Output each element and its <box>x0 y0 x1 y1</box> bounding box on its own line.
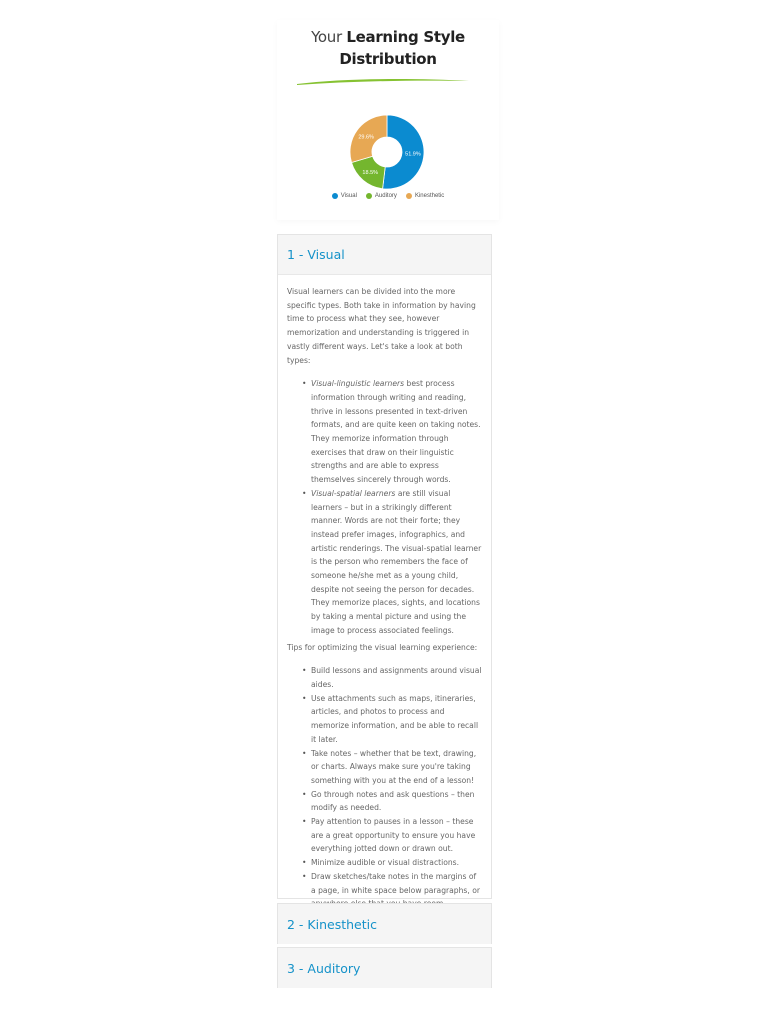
legend-label-visual: Visual <box>340 193 357 199</box>
visual-types-list <box>302 377 482 637</box>
legend-swatch-visual <box>332 193 338 199</box>
data-label-auditory: 18.5% <box>362 169 379 176</box>
legend-item-kinesthetic[interactable] <box>406 193 444 199</box>
accordion-panel-auditory <box>277 947 492 988</box>
donut-chart <box>345 114 429 190</box>
list-item: • Use attachments such as maps, itineraries, articles, and photos to process and memorize information, and be able to recall it later. <box>302 692 482 747</box>
list-item: • Pay attention to pauses in a lesson – these are a great opportunity to ensure you have everything jotted down or drawn out. <box>302 815 482 856</box>
chart-card <box>277 20 499 220</box>
accordion-body-visual <box>278 275 491 911</box>
list-item <box>302 377 482 487</box>
title-light: Your <box>311 28 347 46</box>
list-item: • Take notes – whether that be text, drawing, or charts. Always make sure you're taking something with you at the end of a lesson! <box>302 747 482 788</box>
accordion-panel-kinesthetic <box>277 903 492 944</box>
type-term: Visual-spatial learners <box>311 488 396 498</box>
legend-item-auditory[interactable] <box>366 193 397 199</box>
accordion-header-kinesthetic[interactable]: 2 - Kinesthetic <box>278 904 491 944</box>
list-item <box>302 487 482 638</box>
legend-label-kinesthetic: Kinesthetic <box>414 193 445 199</box>
list-item: • Build lessons and assignments around visual aides. <box>302 664 482 691</box>
type-term: Visual-linguistic learners <box>311 379 405 389</box>
title-bold-1: Learning Style <box>346 28 465 46</box>
data-label-visual: 51.9% <box>405 151 421 158</box>
chart-title <box>277 26 499 70</box>
tips-heading: Tips for optimizing the visual learning experience: <box>287 642 478 652</box>
legend-item-visual[interactable] <box>332 193 357 199</box>
list-item: • Minimize audible or visual distractions. <box>302 856 482 870</box>
legend-swatch-auditory <box>366 193 372 199</box>
data-label-kinesthetic: 29.6% <box>358 134 374 141</box>
swoosh-underline <box>295 74 471 88</box>
accordion-header-visual[interactable]: 1 - Visual <box>278 235 491 275</box>
accordion-header-auditory[interactable]: 3 - Auditory <box>278 948 491 988</box>
accordion-panel-visual <box>277 234 492 899</box>
legend-label-auditory: Auditory <box>374 193 397 199</box>
visual-intro: Visual learners can be divided into the more specific types. Both take in information by having time to process what they see, however memorization and understanding is triggered in vastly different ways. Let's take a look at both types: <box>287 287 476 365</box>
legend-swatch-kinesthetic <box>406 193 412 199</box>
type-text: are still visual learners – but in a strikingly different manner. Words are not their forte; they instead prefer images, infographics, and artistic renderings. The visual-spatial learner is the person who remembers the face of someone he/she met as a young child, despite not seeing the person for decades. They memorize places, sights, and locations by taking a mental picture and using the image to process associated feelings. <box>311 488 482 635</box>
list-item: • Draw sketches/take notes in the margins of a page, in white space below paragraphs, or <box>302 870 482 911</box>
type-text: best process information through writing and reading, thrive in lessons presented in text-driven formats, and are quite keen on taking notes. They memorize information through exercises that draw on their linguistic strengths and are able to express themselves sincerely through words. <box>311 379 481 485</box>
title-bold-2: Distribution <box>339 50 437 68</box>
chart-legend <box>277 193 499 199</box>
tips-list <box>302 664 482 911</box>
list-item: • Go through notes and ask questions – then modify as needed. <box>302 788 482 815</box>
